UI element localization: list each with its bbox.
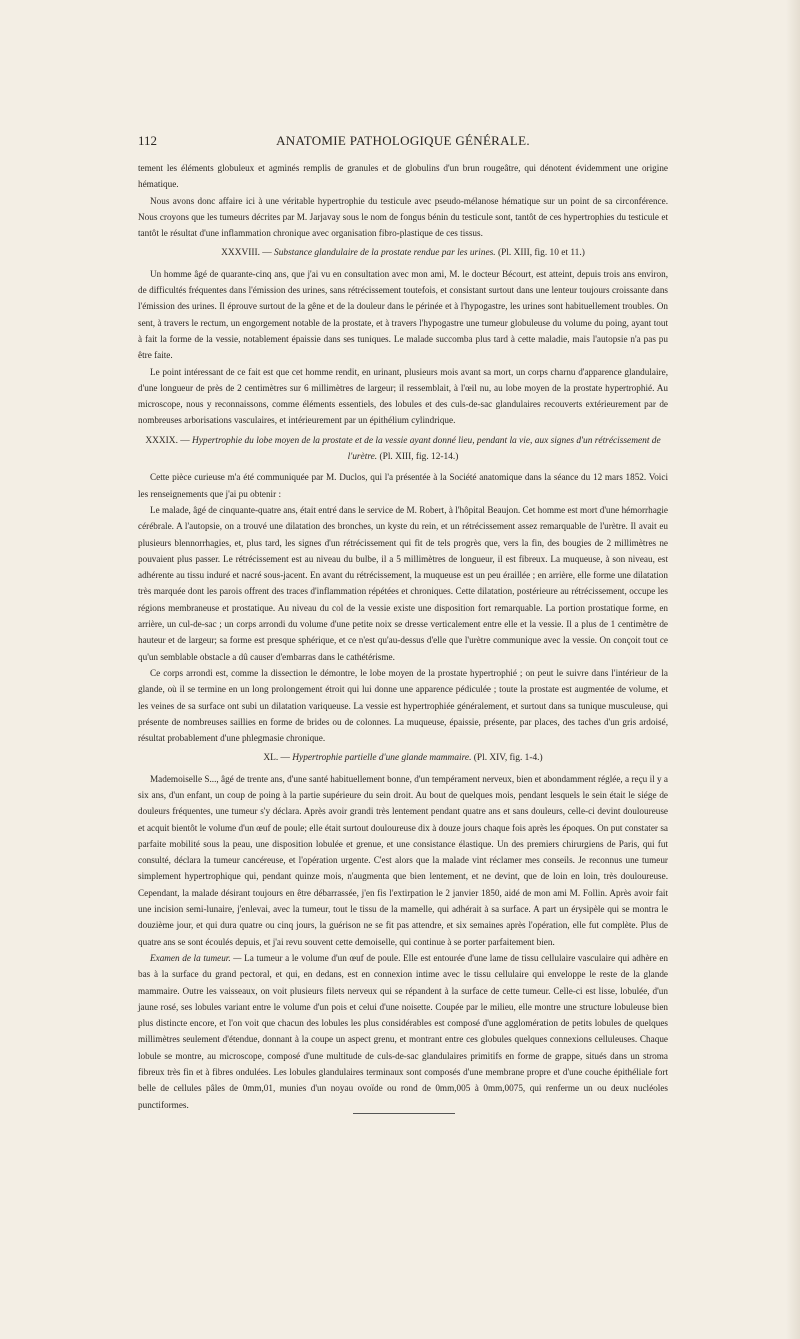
plate-reference: (Pl. XIII, fig. 12-14.): [379, 452, 459, 463]
plate-reference: (Pl. XIII, fig. 10 et 11.): [497, 248, 585, 259]
paragraph: Le malade, âgé de cinquante-quatre ans, était entré dans le service de M. Robert, à l'hôpital Beaujon. Cet homme est mort d'une hémorrhagie cérébrale. A l'autopsie, on a trouvé une dilatation des bronches, un kyste du rein, et un rétrécissement assez remarquable de l'urètre. Il avait eu plusieurs blennorrhagies, et, plus tard, les signes d'un rétrécissement qui fit de tels progrès que, vers la fin, des bougies de 2 millimètres ne pouvaient plus passer. Le rétrécissement est au niveau du bulbe, il a 5 millimètres de longueur, il est fibreux. La muqueuse, à son niveau, est adhérente au tissu induré et nacré sous-jacent. En avant du rétrécissement, la muqueuse est un peu éraillée ; en arrière, elle forme une dilatation très marquée dont les parois offrent des traces d'inflammation répétées et chroniques. Cette dilatation, postérieure au rétrécissement, occupe les régions membraneuse et prostatique. Au niveau du col de la vessie existe une disposition fort remarquable. La portion prostatique forme, en arrière, un cul-de-sac ; un corps arrondi du volume d'une petite noix se dresse verticalement entre elle et la vessie. Il a plus de 1 centimètre de hauteur et de largeur; sa forme est presque sphérique, et ce n'est qu'au-dessus d'elle que l'urètre communique avec la vessie. On conçoit tout ce qu'un semblable obstacle a dû causer d'embarras dans le cathétérisme.: [138, 504, 668, 662]
section-title: Substance glandulaire de la prostate rendue par les urines.: [274, 248, 496, 259]
page-number: 112: [138, 133, 158, 148]
paragraph: tement les éléments globuleux et agminés remplis de granules et de globulins d'un brun rougeâtre, qui dénotent évidemment une origine hématique.: [138, 163, 668, 190]
section-number: XL. —: [263, 753, 290, 764]
section-heading: [138, 245, 668, 261]
running-title: ANATOMIE PATHOLOGIQUE GÉNÉRALE.: [276, 133, 530, 148]
paragraph-lead: Examen de la tumeur. —: [150, 952, 242, 963]
section-title: Hypertrophie partielle d'une glande mammaire.: [292, 753, 472, 764]
paragraph: Nous avons donc affaire ici à une véritable hypertrophie du testicule avec pseudo-mélanose hématique sur un point de sa circonférence. Nous croyons que les tumeurs décrites par M. Jarjavay sous le nom de fongus bénin du testicule sont, tantôt de ces hypertrophies du testicule et tantôt le résultat d'une inflammation chronique avec organisation fibro-plastique de ces tissus.: [138, 195, 668, 239]
end-rule: [353, 1113, 455, 1114]
paragraph: Cette pièce curieuse m'a été communiquée par M. Duclos, qui l'a présentée à la Société anatomique dans la séance du 12 mars 1852. Voici les renseignements que j'ai pu obtenir :: [138, 472, 668, 499]
plate-reference: (Pl. XIV, fig. 1-4.): [473, 753, 543, 764]
paragraph: Un homme âgé de quarante-cinq ans, que j'ai vu en consultation avec mon ami, M. le docteur Bécourt, est atteint, depuis trois ans environ, de difficultés fréquentes dans l'émission des urines, sans rétrécissement toutefois, et consistant surtout dans une lenteur toujours croissante dans l'émission des urines. Il éprouve surtout de la gêne et de la douleur dans le périnée et à l'hypogastre, les urines sont habituellement troubles. On sent, à travers le rectum, un engorgement notable de la prostate, et à travers l'hypogastre une tumeur globuleuse du volume du poing, ayant tout à fait la forme de la vessie, notablement épaissie dans ses tuniques. Le malade succomba plus tard à cette maladie, mais l'autopsie n'a pas pu être faite.: [138, 268, 668, 361]
paragraph: [138, 950, 668, 1113]
paragraph: Mademoiselle S..., âgé de trente ans, d'une santé habituellement bonne, d'un tempérament nerveux, bien et abondamment réglée, a reçu il y a six ans, d'un enfant, un coup de poing à la partie supérieure du sein droit. Au bout de quelques mois, pendant lesquels le sein était le siége de douleurs fréquentes, une tumeur s'y déclara. Après avoir grandi très lentement pendant quatre ans et sans douleurs, celle-ci devint douloureuse et acquit bientôt le volume d'un œuf de poule; elle était surtout douloureuse dix à douze jours chaque fois après les époques. On put constater sa parfaite mobilité sous la peau, une disposition lobulée et grenue, et une consistance élastique. Un des premiers chirurgiens de Paris, qui fut consulté, déclara la tumeur cancéreuse, et l'opération urgente. C'est alors que la malade vint réclamer mes conseils. Je reconnus une tumeur simplement hypertrophique qui, pendant quinze mois, n'augmenta que bien lentement, et ne devint, que de loin en loin, très douloureuse. Cependant, la malade désirant toujours en être débarrassée, j'en fis l'extirpation le 2 janvier 1850, aidé de mon ami M. Follin. Après avoir fait une incision semi-lunaire, j'enlevai, avec la tumeur, tout le tissu de la mamelle, qui adhérait à sa surface. A part un érysipèle qui se montra le douzième jour, et qui dura quatre ou cinq jours, la guérison ne se fit pas attendre, et six semaines après l'opération, elle fut complète. Plus de quatre ans se sont écoulés depuis, et j'ai revu souvent cette demoiselle, qui continue à se porter parfaitement bien.: [138, 773, 668, 947]
paragraph: Ce corps arrondi est, comme la dissection le démontre, le lobe moyen de la prostate hypertrophié ; on peut le suivre dans l'intérieur de la glande, où il se termine en un long prolongement étroit qui lui donne une apparence pédiculée ; toute la prostate est augmentée de volume, et les veines de sa surface ont subi un dilatation variqueuse. La vessie est hypertrophiée généralement, et surtout dans sa tunique musculeuse, qui présente de nombreuses saillies en forme de brides ou de colonnes. La muqueuse, épaissie, présente, par places, des taches d'un gris ardoisé, résultat probablement d'une phlegmasie chronique.: [138, 667, 668, 744]
section-heading: [138, 433, 668, 466]
section-heading: [138, 750, 668, 766]
running-header: [138, 133, 668, 149]
paragraph: Le point intéressant de ce fait est que cet homme rendit, en urinant, plusieurs mois avant sa mort, un corps charnu d'apparence glandulaire, d'une longueur de près de 2 centimètres sur 6 millimètres de largeur; il ressemblait, à l'œil nu, au lobe moyen de la prostate hypertrophié. Au microscope, nous y reconnaissons, comme éléments essentiels, des lobules et des culs-de-sac glandulaires recouverts extérieurement par de nombreuses arborisations vasculaires, et intérieurement par un épithélium cylindrique.: [138, 366, 668, 426]
body-text: [138, 160, 668, 1113]
section-title: Hypertrophie du lobe moyen de la prostate et de la vessie ayant donné lieu, pendant la vie, aux signes d'un rétrécissement de l'urètre.: [191, 435, 661, 463]
section-number: XXXIX. —: [145, 435, 190, 446]
section-number: XXXVIII. —: [221, 248, 272, 259]
paragraph-body: La tumeur a le volume d'un œuf de poule. Elle est entourée d'une lame de tissu cellulaire vasculaire qui adhère en bas à la surface du grand pectoral, et qui, en dedans, est en connexion intime avec le tissu cellulaire qui enveloppe le reste de la glande mammaire. Outre les vaisseaux, on voit plusieurs filets nerveux qui se répandent à la surface de cette tumeur. Celle-ci est lisse, lobulée, d'un jaune rosé, ses lobules variant entre le volume d'un pois et celui d'une noisette. Coupée par le milieu, elle montre une structure lobuleuse bien plus distincte encore, et l'on voit que chacun des lobules les plus considérables est composé d'une agglomération de petits lobules de quelques millimètres seulement d'étendue, donnant à la coupe un aspect grenu, et montrant entre ces globules quelques connexions celluleuses. Chaque lobule se montre, au microscope, composé d'une multitude de culs-de-sac glandulaires primitifs en forme de grappe, situés dans un stroma fibreux très fin et à fibres ondulées. Les lobules glandulaires terminaux sont composés d'une membrane propre et d'une couche épithéliale fort belle de cellules pâles de 0mm,01, munies d'un noyau ovoïde ou rond de 0mm,005 à 0mm,0075, qui renferme un ou deux nucléoles punctiformes.: [138, 952, 669, 1110]
page-gutter-shadow: [786, 0, 800, 1339]
